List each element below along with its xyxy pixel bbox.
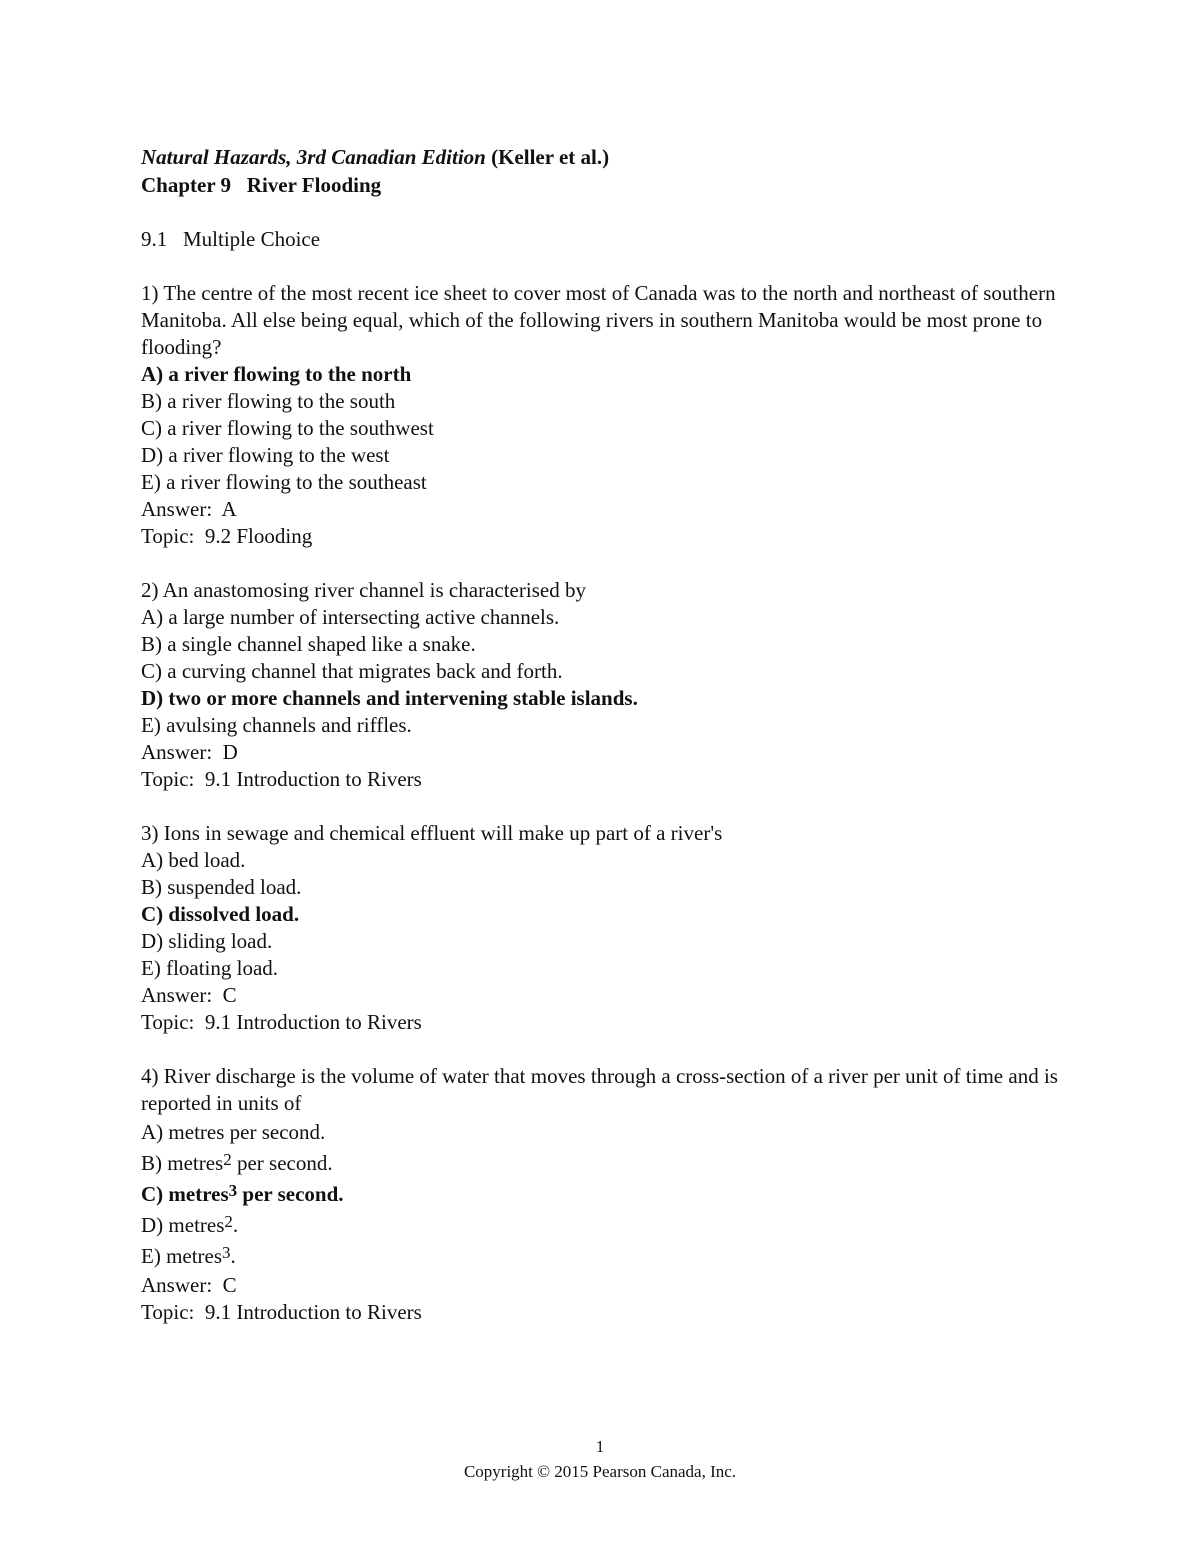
option-c: C) a river flowing to the southwest [141, 416, 434, 440]
option-d: D) metres$^2$. [141, 1212, 239, 1237]
book-authors: (Keller et al.) [491, 145, 610, 169]
chapter-title: Chapter 9 River Flooding [141, 173, 382, 197]
question-text: 2) An anastomosing river channel is characterised by [141, 578, 586, 602]
option-a: A) metres per second. [141, 1120, 326, 1144]
option-c-correct: C) dissolved load. [141, 902, 300, 926]
option-c: C) a curving channel that migrates back and forth. [141, 659, 563, 683]
option-a: A) bed load. [141, 848, 246, 872]
option-a: A) a large number of intersecting active channels. [141, 605, 560, 629]
question-4 [141, 1063, 1071, 1326]
option-e: E) floating load. [141, 956, 279, 980]
question-text: 3) Ions in sewage and chemical effluent will make up part of a river's [141, 821, 723, 845]
question-3 [141, 820, 1071, 1036]
option-d-correct: D) two or more channels and intervening stable islands. [141, 686, 638, 710]
section-title: 9.1 Multiple Choice [141, 227, 321, 251]
question-2 [141, 577, 1071, 793]
option-b: B) a river flowing to the south [141, 389, 396, 413]
option-e: E) metres$^3$. [141, 1243, 236, 1268]
book-title: Natural Hazards, 3rd Canadian Edition [141, 145, 486, 169]
answer: Answer: D [141, 740, 238, 764]
option-c-correct: C) metres$^3$ per second. [141, 1181, 344, 1206]
option-b: B) metres$^2$ per second. [141, 1150, 333, 1175]
topic: Topic: 9.1 Introduction to Rivers [141, 1300, 422, 1324]
option-e: E) avulsing channels and riffles. [141, 713, 412, 737]
question-text: 1) The centre of the most recent ice sheet to cover most of Canada was to the north and northeast of southern Manitoba. All else being equal, which of the following rivers in southern Manitoba would be most prone to flooding? [141, 281, 1056, 359]
option-d: D) sliding load. [141, 929, 273, 953]
option-e: E) a river flowing to the southeast [141, 470, 427, 494]
answer: Answer: C [141, 983, 237, 1007]
option-b: B) a single channel shaped like a snake. [141, 632, 476, 656]
question-1 [141, 280, 1071, 550]
question-text: 4) River discharge is the volume of water that moves through a cross-section of a river per unit of time and is reported in units of [141, 1064, 1058, 1115]
answer: Answer: C [141, 1273, 237, 1297]
page-content [141, 143, 1071, 1326]
answer: Answer: A [141, 497, 237, 521]
topic: Topic: 9.1 Introduction to Rivers [141, 1010, 422, 1034]
copyright-notice: Copyright © 2015 Pearson Canada, Inc. [463, 1462, 737, 1481]
option-d: D) a river flowing to the west [141, 443, 390, 467]
topic: Topic: 9.2 Flooding [141, 524, 313, 548]
topic: Topic: 9.1 Introduction to Rivers [141, 767, 422, 791]
book-title-line [141, 143, 1071, 171]
page-number: 1 [595, 1437, 605, 1456]
option-a-correct: A) a river flowing to the north [141, 362, 412, 386]
option-b: B) suspended load. [141, 875, 302, 899]
